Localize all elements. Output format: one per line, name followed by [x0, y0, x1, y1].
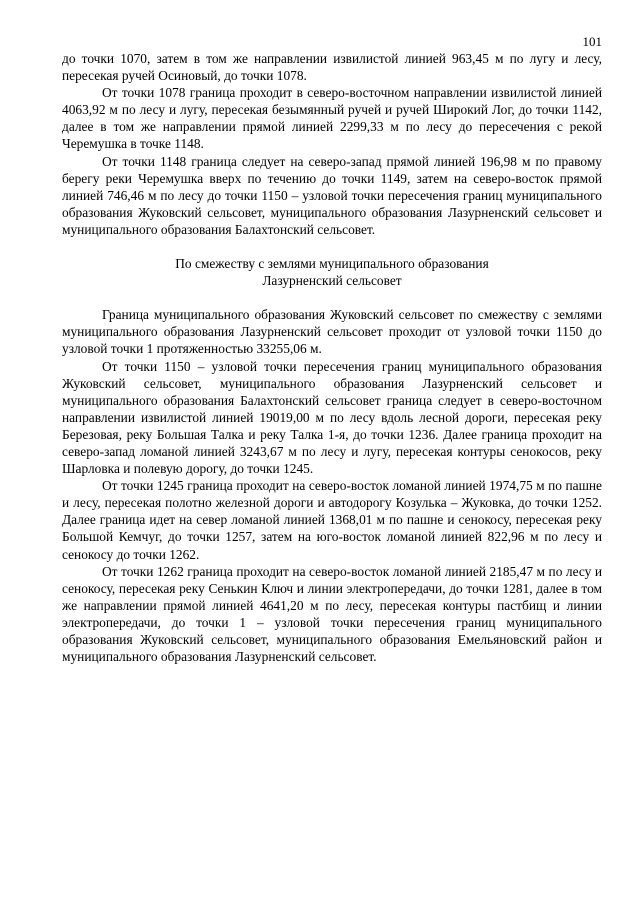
paragraph-continuation: до точки 1070, затем в том же направлении извилистой линией 963,45 м по лугу и лесу, пересекая ручей Осиновый, до точки 1078.	[62, 51, 602, 84]
paragraph-point-1150: От точки 1150 – узловой точки пересечения границ муниципального образования Жуковский сельсовет, муниципального образования Лазурненский сельсовет и муниципального образования Балахтонский сельсовет граница следует в северо-восточном направлении извилистой линией 19019,00 м по лесу вдоль лесной дороги, пересекая реку Березовая, реку Большая Талка и реку Талка 1-я, до точки 1236. Далее граница проходит на северо-запад ломаной линией 3243,67 м по лесу и лугу, пересекая контуры сенокосов, реку Шарловка и полевую дорогу, до точки 1245.	[62, 358, 602, 477]
section-heading	[62, 255, 602, 289]
page-number: 101	[582, 34, 602, 49]
paragraph-point-1262: От точки 1262 граница проходит на северо-восток ломаной линией 2185,47 м по лесу и сенокосу, пересекая реку Сенькин Ключ и линии электропередачи, до точки 1281, далее в том же направлении прямой линией 4641,20 м по лесу, пересекая контуры пастбищ и линии электропередачи, до точки 1 – узловой точки пересечения границ муниципального образования Жуковский сельсовет, муниципального образования Емельяновский район и муниципального образования Лазурненский сельсовет.	[62, 563, 602, 665]
section-heading-line-2: Лазурненский сельсовет	[262, 273, 402, 289]
paragraph-boundary-summary: Граница муниципального образования Жуковский сельсовет по смежеству с землями муниципального образования Лазурненский сельсовет проходит от узловой точки 1150 до узловой точки 1 протяженностью 33255,06 м.	[62, 307, 602, 357]
section-heading-line-1: По смежеству с землями муниципального образования	[175, 256, 489, 272]
document-body	[62, 50, 602, 665]
paragraph-point-1148: От точки 1148 граница следует на северо-запад прямой линией 196,98 м по правому берегу реки Черемушка вверх по течению до точки 1149, затем на северо-восток прямой линией 746,46 м по лесу до точки 1150 – узловой точки пересечения границ муниципального образования Жуковский сельсовет, муниципального образования Лазурненский сельсовет и муниципального образования Балахтонский сельсовет.	[62, 153, 602, 237]
paragraph-point-1078: От точки 1078 граница проходит в северо-восточном направлении извилистой линией 4063,92 м по лесу и лугу, пересекая безымянный ручей и ручей Широкий Лог, до точки 1142, далее в том же направлении прямой линией 2299,33 м по лесу до пересечения с рекой Черемушка в точке 1148.	[62, 85, 602, 152]
paragraph-point-1245: От точки 1245 граница проходит на северо-восток ломаной линией 1974,75 м по пашне и лесу, пересекая полотно железной дороги и автодорогу Козулька – Жуковка, до точки 1252. Далее граница идет на север ломаной линией 1368,01 м по пашне и сенокосу, пересекая реку Большой Кемчуг, до точки 1257, затем на юго-восток ломаной линией 822,96 м по лесу и сенокосу до точки 1262.	[62, 478, 602, 562]
